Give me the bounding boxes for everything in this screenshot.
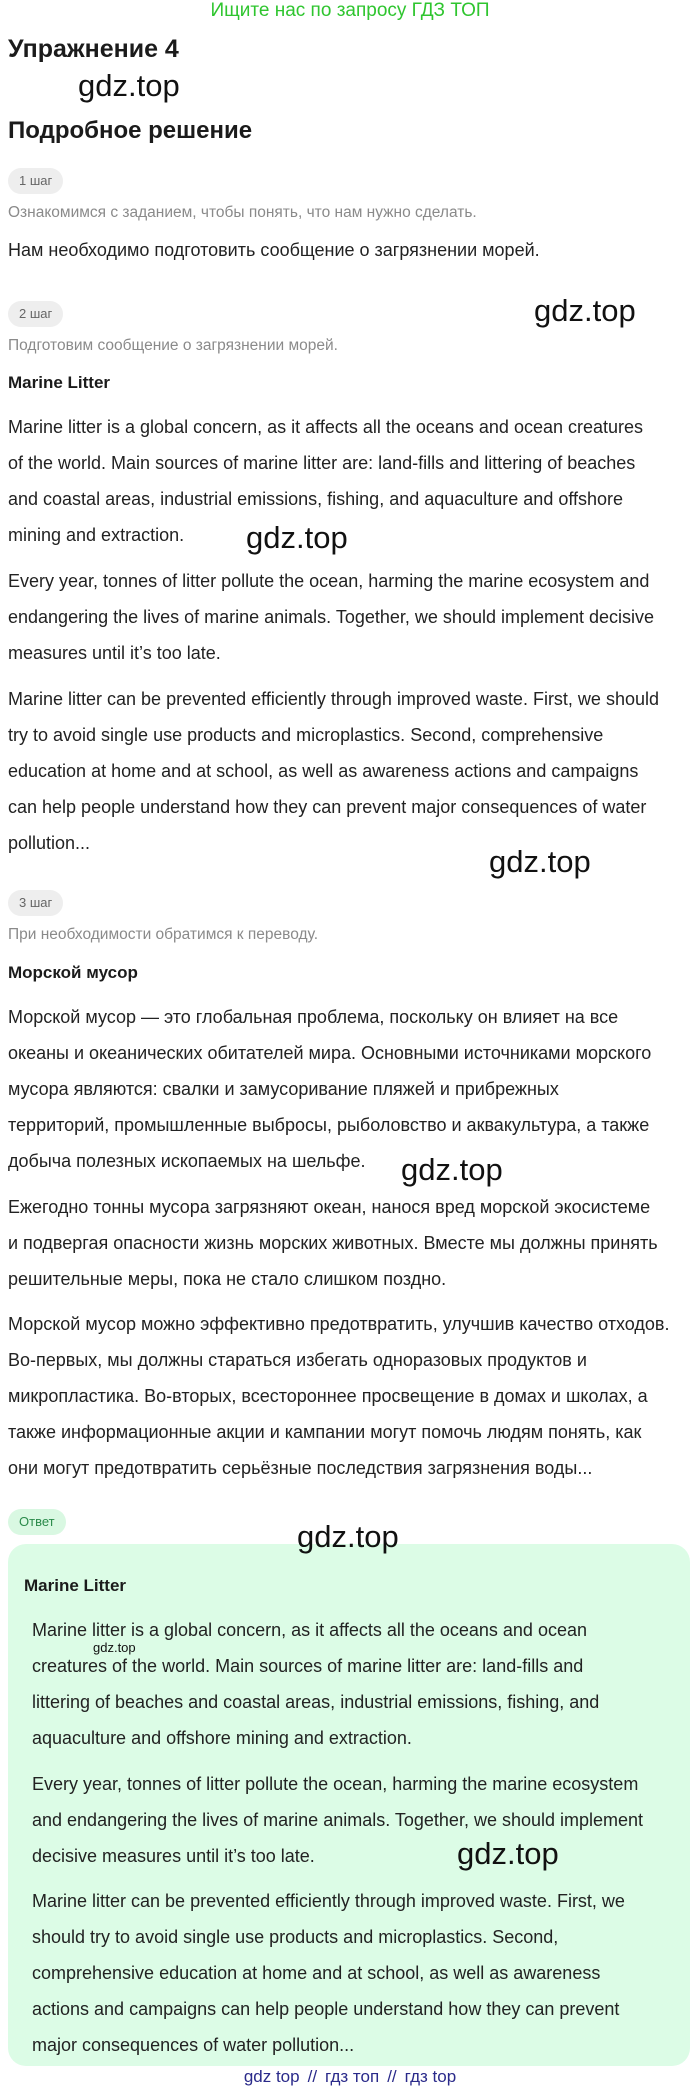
watermark: gdz.top (93, 1640, 136, 1655)
paragraph-line: education at home and at school, as well as awareness actions and campaigns (8, 761, 639, 781)
footer-link[interactable]: гдз топ (325, 2067, 380, 2086)
paragraph-line: major consequences of water pollution... (32, 2035, 355, 2055)
step-hint-2: Подготовим сообщение о загрязнении морей. (8, 337, 338, 354)
paragraph-line: Marine litter can be prevented efficiently through improved waste. First, we should (8, 689, 659, 709)
paragraph-line: Every year, tonnes of litter pollute the ocean, harming the marine ecosystem and (8, 571, 650, 591)
step-text-1: Нам необходимо подготовить сообщение о загрязнении морей. (8, 240, 540, 260)
footer-link[interactable]: гдз top (404, 2067, 457, 2086)
watermark: gdz.top (246, 520, 348, 555)
step-badge-1: 1 шаг (8, 168, 63, 194)
paragraph-line: мусора являются: свалки и замусоривание пляжей и прибрежных (8, 1079, 559, 1099)
footer-link[interactable]: gdz top (243, 2067, 300, 2086)
step-badge-3: 3 шаг (8, 890, 63, 916)
paragraph-line: Ежегодно тонны мусора загрязняют океан, нанося вред морской экосистеме (8, 1197, 651, 1217)
page-title: Упражнение 4 (8, 35, 179, 63)
step-heading-2: Marine Litter (8, 373, 111, 392)
paragraph-line: добыча полезных ископаемых на шельфе. (8, 1151, 366, 1171)
footer-links (0, 2066, 700, 2088)
watermark: gdz.top (489, 844, 591, 879)
paragraph-line: и подвергая опасности жизнь морских животных. Вместе мы должны принять (8, 1233, 658, 1253)
paragraph-line: of the world. Main sources of marine litter are: land-fills and littering of beaches (8, 453, 636, 473)
paragraph-line: Marine litter is a global concern, as it affects all the oceans and ocean (32, 1620, 587, 1640)
footer-separator: // (307, 2067, 318, 2086)
section-title: Подробное решение (8, 117, 253, 144)
watermark: gdz.top (457, 1836, 559, 1871)
paragraph-line: and endangering the lives of marine animals. Together, we should implement (32, 1810, 644, 1830)
paragraph-line: aquaculture and offshore mining and extraction. (32, 1728, 412, 1748)
paragraph-line: pollution... (8, 833, 91, 853)
paragraph (8, 1189, 658, 1297)
paragraph (8, 681, 659, 861)
step-badge-2: 2 шаг (8, 301, 63, 327)
paragraph-line: Every year, tonnes of litter pollute the ocean, harming the marine ecosystem (32, 1774, 639, 1794)
footer-separator: // (387, 2067, 397, 2086)
watermark: gdz.top (534, 293, 636, 328)
paragraph-line: creatures of the world. Main sources of marine litter are: land-fills and (32, 1656, 584, 1676)
watermark: gdz.top (401, 1152, 503, 1187)
paragraph (8, 1306, 669, 1486)
paragraph-line: микропластика. Во-вторых, всестороннее просвещение в домах и школах, а (8, 1386, 648, 1406)
paragraph-line: Морской мусор — это глобальная проблема, поскольку он влияет на все (8, 1007, 619, 1027)
paragraph-line: они могут предотвратить серьёзные последствия загрязнения воды... (8, 1458, 593, 1478)
paragraph-line: should try to avoid single use products and microplastics. Second, (32, 1927, 559, 1947)
paragraph-line: Marine litter is a global concern, as it affects all the oceans and ocean creatures (8, 417, 644, 437)
paragraph (8, 563, 654, 671)
paragraph-line: comprehensive education at home and at school, as well as awareness (32, 1963, 601, 1983)
answer-badge: Ответ (8, 1509, 66, 1535)
paragraph-line: Морской мусор можно эффективно предотвратить, улучшив качество отходов. (8, 1314, 670, 1334)
paragraph-line: littering of beaches and coastal areas, industrial emissions, fishing, and (32, 1692, 600, 1712)
answer-paragraph (32, 1883, 625, 2063)
step-hint-3: При необходимости обратимся к переводу. (8, 926, 319, 943)
paragraph-line: решительные меры, пока не стало слишком поздно. (8, 1269, 447, 1289)
paragraph-line: can help people understand how they can prevent major consequences of water (8, 797, 647, 817)
answer-heading: Marine Litter (24, 1576, 127, 1595)
paragraph-line: actions and campaigns can help people understand how they can prevent (32, 1999, 620, 2019)
paragraph-line: территорий, промышленные выбросы, рыболовство и аквакультура, а также (8, 1115, 650, 1135)
paragraph-line: endangering the lives of marine animals. Together, we should implement decisive (8, 607, 655, 627)
watermark: gdz.top (297, 1519, 399, 1554)
paragraph-line: mining and extraction. (8, 525, 185, 545)
paragraph (8, 999, 651, 1179)
step-heading-3: Морской мусор (8, 963, 138, 982)
answer-paragraph (32, 1612, 599, 1756)
paragraph-line: Во-первых, мы должны стараться избегать одноразовых продуктов и (8, 1350, 587, 1370)
paragraph-line: decisive measures until it’s too late. (32, 1846, 315, 1866)
paragraph-line: Marine litter can be prevented efficiently through improved waste. First, we (32, 1891, 625, 1911)
search-banner: Ищите нас по запросу ГДЗ ТОП (210, 0, 490, 21)
paragraph-line: and coastal areas, industrial emissions, fishing, and aquaculture and offshore (8, 489, 624, 509)
paragraph-line: океаны и океанических обитателей мира. Основными источниками морского (8, 1043, 652, 1063)
paragraph-line: measures until it’s too late. (8, 643, 221, 663)
paragraph-line: также информационные акции и кампании могут помочь людям понять, как (8, 1422, 642, 1442)
paragraph-line: try to avoid single use products and microplastics. Second, comprehensive (8, 725, 604, 745)
watermark: gdz.top (78, 68, 180, 103)
step-hint-1: Ознакомимся с заданием, чтобы понять, что нам нужно сделать. (8, 204, 477, 221)
